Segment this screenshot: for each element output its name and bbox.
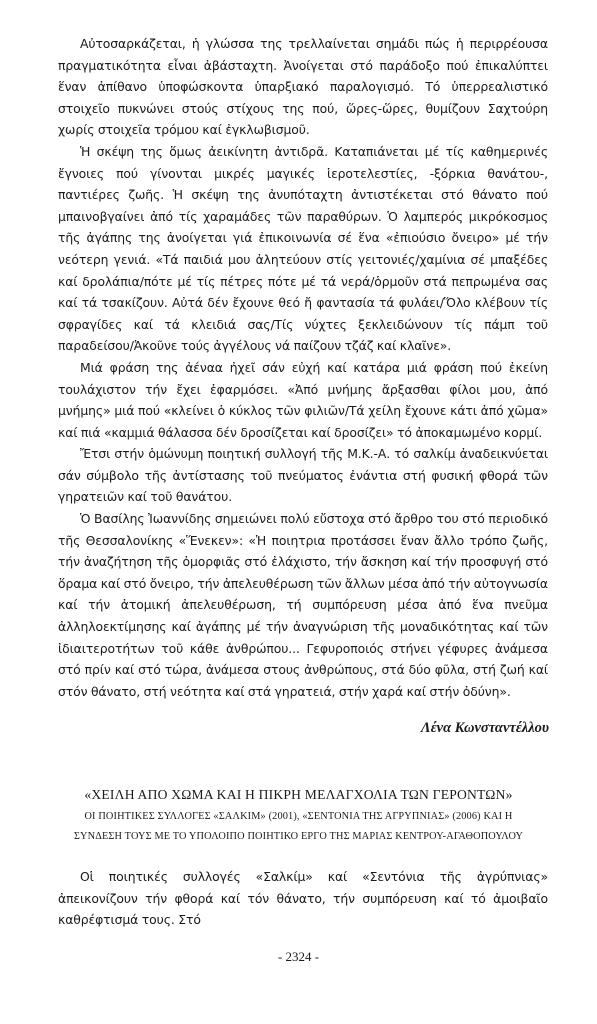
- page-number: - 2324 -: [277, 949, 320, 964]
- paragraph-5: Ὁ Βασίλης Ἰωαννίδης σημειώνει πολύ εὔστοχα στό ἄρθρο του στό περιοδικό τῆς Θεσσαλονίκης «Ἕνεκεν»: «Ἡ ποιητρια προτάσσει ἕναν ἄλλο τρόπο ζωῆς, τήν ἀναζήτηση τῆς ὀμορφιᾶς στό ἐλάχιστο, τήν ἄσκηση καί τήν προσφυγή στό ὅραμα καί στό ὄνειρο, τήν ἀπελευθέρωση τῶν ἄλλων μέσα ἀπό τήν αὐτογνωσία καί τήν ἀτομική ἀπελευθέρωση, τή συμπόρευση μέσα ἀπό ἕνα πνεῦμα ἀλληλοεκτίμησης καί ἀγάπης μέ τήν ἀναγνώριση τῆς μοναδικότητας καί τῶν ἰδιαιτεροτήτων τοῦ κάθε ἀνθρώπου... Γεφυροποιός στήνει γέφυρες ἀνάμεσα στό πρίν καί στό τώρα, ἀνάμεσα στους ἀνθρώπους, στά δύο φῦλα, στή ζωή καί στόν θάνατο, στή νεότητα καί στά γηρατειά, στήν χαρά καί στήν ὀδύνη».: [58, 511, 548, 699]
- section-subtitle-line-2: ΣΥΝΔΕΣΗ ΤΟΥΣ ΜΕ ΤΟ ΥΠΟΛΟΙΠΟ ΠΟΙΗΤΙΚΟ ΕΡΓΟ ΤΗΣ ΜΑΡΙΑΣ ΚΕΝΤΡΟΥ-ΑΓΑΘΟΠΟΥΛΟΥ: [73, 831, 524, 842]
- section-paragraph: Οἱ ποιητικές συλλογές «Σαλκίμ» καί «Σεντόνια τῆς ἀγρύπνιας» ἀπεικονίζουν τήν φθορά καί τόν θάνατο, τήν συμπόρευση καί τό ἀμοιβαῖο καθρέφτισμά τους. Στό: [58, 869, 548, 928]
- section-body: [58, 866, 548, 931]
- paragraph-4: Ἔτσι στήν ὁμώνυμη ποιητική συλλογή τῆς Μ.Κ.-Α. τό σαλκίμ ἀναδεικνύεται σάν σύμβολο τῆς ἀντίστασης τοῦ πνεύματος ἐνάντια στή φυσική φθορά τῶν γηρατειῶν καί τοῦ θανάτου.: [58, 446, 548, 505]
- paragraph-3: Μιά φράση της ἀέναα ἠχεῖ σάν εὐχή καί κατάρα μιά φράση πού ἐκείνη τουλάχιστον τήν ἔχει ἐφαρμόσει. «Ἀπό μνήμης ἄρξασθαι φίλοι μου, ἀπό μνήμης» μιά πού «κλείνει ὁ κύκλος τῶν φιλιῶν/Τά χείλη ἔχουνε κάτι ἀπό χῶμα» καί πιά «καμμιά θάλασσα δέν δροσίζεται καί δροσίζει» τό ἀποκαμωμένο κορμί.: [58, 359, 548, 440]
- author-signature: Λένα Κωνσταντέλλου: [421, 720, 549, 736]
- paragraph-1: Αὐτοσαρκάζεται, ἡ γλώσσα της τρελλαίνεται σημάδι πώς ἡ περιρρέουσα πραγματικότητα εἶναι ἀβάσταχτη. Ἀνοίγεται στό παράδοξο πού ἐπικαλύπτει ἕναν ἀπίθανο ὑποφώσκοντα ὑπαρξιακό παραλογισμό. Τό ὑπερρεαλιστικό στοιχεῖο πυκνώνει στούς στίχους της πού, ὥρες-ὥρες, θυμίζουν Σαχτούρη χωρίς στοιχεῖα τρόμου καί ἐγκλωβισμοῦ.: [58, 36, 548, 138]
- article-body: [58, 33, 548, 702]
- section-title: «ΧΕΙΛΗ ΑΠΟ ΧΩΜΑ ΚΑΙ Η ΠΙΚΡΗ ΜΕΛΑΓΧΟΛΙΑ ΤΩΝ ΓΕΡΟΝΤΩΝ»: [84, 787, 513, 802]
- section-subtitle-line-1: ΟΙ ΠΟΙΗΤΙΚΕΣ ΣΥΛΛΟΓΕΣ «ΣΑΛΚΙΜ» (2001), «ΣΕΝΤΟΝΙΑ ΤΗΣ ΑΓΡΥΠΝΙΑΣ» (2006) ΚΑΙ Η: [84, 811, 513, 822]
- paragraph-2: Ἡ σκέψη της ὅμως ἀεικίνητη ἀντιδρᾶ. Καταπιάνεται μέ τίς καθημερινές ἔγνοιες πού γίνονται μικρές μαγικές ἱεροτελεστίες, -ξόρκια θανάτου-, παντιέρες ζωῆς. Ἡ σκέψη της ἀνυπόταχτη ἀντιστέκεται στό θάνατο πού μπαινοβγαίνει ἀπό τίς χαραμάδες τῶν παραθύρων. Ὁ λαμπερός μικρόκοσμος τῆς ἀγάπης της ἀνοίγεται γιά ἐπικοινωνία σέ ἕνα «ἐπιούσιο ὄνειρο» μέ τήν νεότερη γενιά. «Τά παιδιά μου ἀλητεύουν στίς γειτονιές/χαμίνια σέ μπαξέδες καί δρολάπια/πότε μέ τίς πέτρες πότε μέ τά νερά/ὁρμοῦν στά πεπρωμένα σας καί τά τσακίζουν. Αὐτά δέν ἔχουνε θεό ἤ φαντασία τά φυλάει/Ὅλο κλέβουν τίς σφραγίδες καί τά κλειδιά σας/Τίς νύχτες ξεκλειδώνουν τίς πάμπ τοῦ παραδείσου/Ἀκοῦνε τούς ἀγγέλους νά παίζουν τζάζ καί κλαῖνε».: [58, 143, 548, 354]
